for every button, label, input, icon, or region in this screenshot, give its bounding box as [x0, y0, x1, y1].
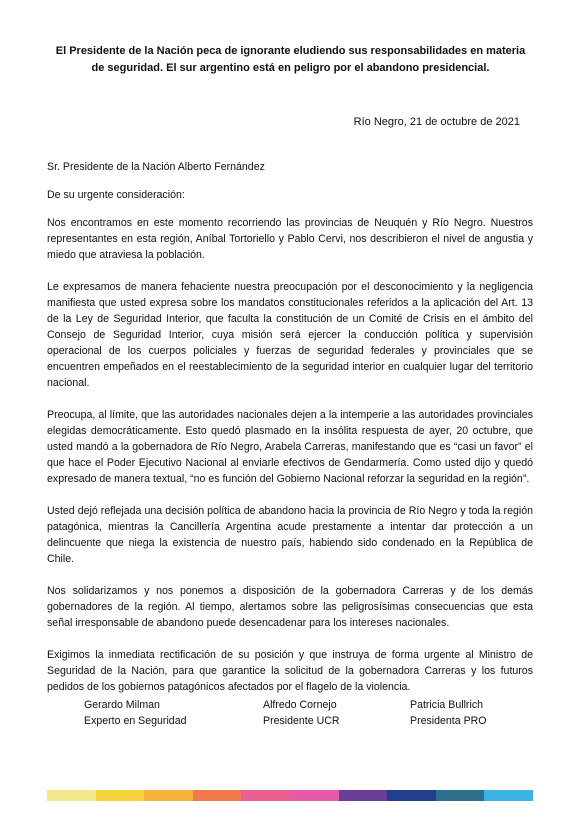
stripe-segment-6 — [290, 790, 339, 801]
paragraph-4: Usted dejó reflejada una decisión política de abandono hacia la provincia de Río Negro y toda la región patagónica, mientras la Cancillería Argentina acude prestamente a intentar dar protección a un delincuente que niega la existencia de nuestro país, habiendo sido condenado en la República de Chile. — [47, 505, 533, 565]
letter-date: Río Negro, 21 de octubre de 2021 — [353, 116, 520, 128]
paragraph-5: Nos solidarizamos y nos ponemos a disposición de la gobernadora Carreras y de los demás gobernadores de la región. Al tiempo, alertamos sobre las peligrosísimas consecuencias que esta señal irresponsable de abandono puede desencadenar para los intereses nacionales. — [47, 585, 533, 629]
stripe-segment-10 — [484, 790, 533, 801]
signature-bullrich — [410, 697, 487, 729]
signature-cornejo — [263, 697, 340, 729]
stripe-segment-8 — [387, 790, 436, 801]
stripe-segment-2 — [96, 790, 145, 801]
stripe-segment-5 — [241, 790, 290, 801]
stripe-segment-9 — [436, 790, 485, 801]
signatory-role: Experto en Seguridad — [84, 715, 187, 727]
addressee: Sr. Presidente de la Nación Alberto Fernández — [47, 161, 265, 173]
paragraph-3: Preocupa, al límite, que las autoridades nacionales dejen a la intemperie a las autoridades provinciales elegidas democráticamente. Esto quedó plasmado en la insólita respuesta de ayer, 20 octubre, que usted mandó a la gobernadora de Río Negro, Arabela Carreras, manifestando que es “casi un favor” el que hace el Poder Ejecutivo Nacional al enviarle efectivos de Gendarmería. Como usted dijo y quedó expresado de manera textual, “no es función del Gobierno Nacional reforzar la seguridad en la región”. — [47, 409, 533, 485]
paragraph-1: Nos encontramos en este momento recorriendo las provincias de Neuquén y Río Negro. Nuestros representantes en esta región, Aníbal Tortoriello y Pablo Cervi, nos describieron el nivel de angustia y miedo que atraviesa la población. — [47, 217, 533, 261]
color-stripe — [47, 790, 533, 801]
salutation: De su urgente consideración: — [47, 189, 185, 201]
paragraph-6: Exigimos la inmediata rectificación de su posición y que instruya de forma urgente al Ministro de Seguridad de la Nación, para que garantice la solicitud de la gobernadora Carreras y los futuros pedidos de los gobiernos patagónicos afectados por el flagelo de la violencia. — [47, 649, 533, 693]
signatory-name: Gerardo Milman — [84, 699, 160, 711]
stripe-segment-7 — [339, 790, 388, 801]
stripe-segment-4 — [193, 790, 242, 801]
stripe-segment-1 — [47, 790, 96, 801]
stripe-segment-3 — [144, 790, 193, 801]
signature-milman — [84, 697, 186, 729]
signatory-name: Patricia Bullrich — [410, 699, 484, 711]
signatory-role: Presidente UCR — [263, 715, 340, 727]
letter-body — [47, 159, 533, 711]
paragraph-2: Le expresamos de manera fehaciente nuestra preocupación por el desconocimiento y la negligencia manifiesta que usted expresa sobre los mandatos constitucionales referidos a la aplicación del Art. 13 de la Ley de Seguridad Interior, que faculta la constitución de un Comité de Crisis en el ámbito del Consejo de Seguridad Interior, cuya misión será ejercer la conducción política y supervisión operacional de los cuerpos policiales y fuerzas de seguridad federales y provinciales que se encuentren empeñados en el reestablecimiento de la seguridad interior en cualquier lugar del territorio nacional. — [47, 281, 533, 389]
signatory-name: Alfredo Cornejo — [263, 699, 337, 711]
signatory-role: Presidenta PRO — [410, 715, 487, 727]
letter-title: El Presidente de la Nación peca de ignorante eludiendo sus responsabilidades en materia de seguridad. El sur argentino está en peligro por el abandono presidencial. — [55, 45, 526, 74]
